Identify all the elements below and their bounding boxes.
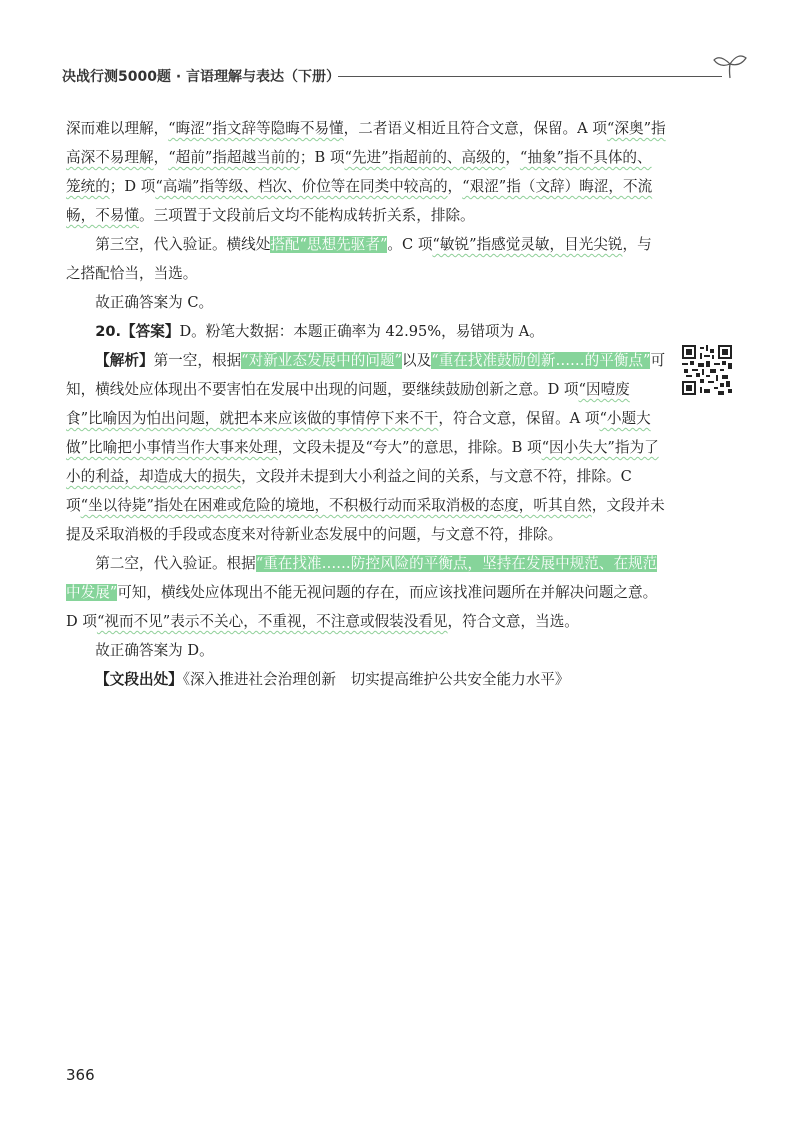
paragraph-3: 故正确答案为 C。: [95, 294, 214, 311]
analysis-paragraph: 【解析】第一空，根据“对新业态发展中的问题”以及“重在找准鼓励创新……的平衡点”可知，横线处应体现出不要害怕在发展中出现的问题，要继续鼓励创新之意。D 项“因噎废食”比喻因为怕出问题，就把本来应该做的事情停下来不干，符合文意，保留。A 项“小题大做”比喻把小事情当作大事来处理，文段未提及“夸大”的意思，排除。B 项“因小失大”指为了小的利益，却造成大的损失，文段并未提到大小利益之间的关系，与文意不符，排除。C 项“坐以待毙”指处在困难或危险的境地，不积极行动而采取消极的态度，听其自然，文段并未提及采取消极的手段或态度来对待新业态发展中的问题，与文意不符，排除。: [66, 352, 666, 543]
book-title: 决战行测5000题 · 言语理解与表达（下册）: [62, 69, 341, 85]
highlight: “对新业态发展中的问题”: [241, 352, 403, 369]
answer-label: 【答案】: [121, 323, 180, 340]
source-label: 【文段出处】: [95, 671, 183, 688]
qr-code[interactable]: [682, 345, 732, 395]
sprout-icon: [712, 50, 748, 80]
source-line: 【文段出处】《深入推进社会治理创新 切实提高维护公共安全能力水平》: [95, 671, 570, 688]
paragraph-2: 第三空，代入验证。横线处搭配“思想先驱者”。C 项“敏锐”指感觉灵敏，目光尖锐，与之搭配恰当，当选。: [66, 236, 652, 282]
running-header: [62, 64, 738, 88]
paragraph-6: 第二空，代入验证。根据“重在找准……防控风险的平衡点，坚持在发展中规范、在规范中发展”可知，横线处应体现出不能无视问题的存在，而应该找准问题所在并解决问题之意。D 项“视而不见”表示不关心，不重视，不注意或假装没看见，符合文意，当选。: [66, 555, 658, 630]
analysis-label: 【解析】: [95, 352, 154, 369]
highlight: 搭配“思想先驱者”: [270, 236, 388, 253]
answer-explanation: [66, 114, 666, 694]
paragraph-7: 故正确答案为 D。: [95, 642, 214, 659]
header-rule: [338, 76, 722, 77]
highlight: “重在找准……防控风险的平衡点，坚持在发展中规范、在规范中发展”: [66, 555, 658, 601]
answer-line: 20.【答案】D。粉笔大数据：本题正确率为 42.95%，易错项为 A。: [95, 323, 544, 340]
paragraph-1: 深而难以理解，“晦涩”指文辞等隐晦不易懂，二者语义相近且符合文意，保留。A 项“深奥”指高深不易理解，“超前”指超越当前的；B 项“先进”指超前的、高级的，“抽象”指不具体的、笼统的；D 项“高端”指等级、档次、价位等在同类中较高的，“艰涩”指（文辞）晦涩，不流畅，不易懂。三项置于文段前后文均不能构成转折关系，排除。: [66, 120, 666, 224]
page-number: 366: [66, 1066, 95, 1084]
highlight: “重在找准鼓励创新……的平衡点”: [431, 352, 651, 369]
